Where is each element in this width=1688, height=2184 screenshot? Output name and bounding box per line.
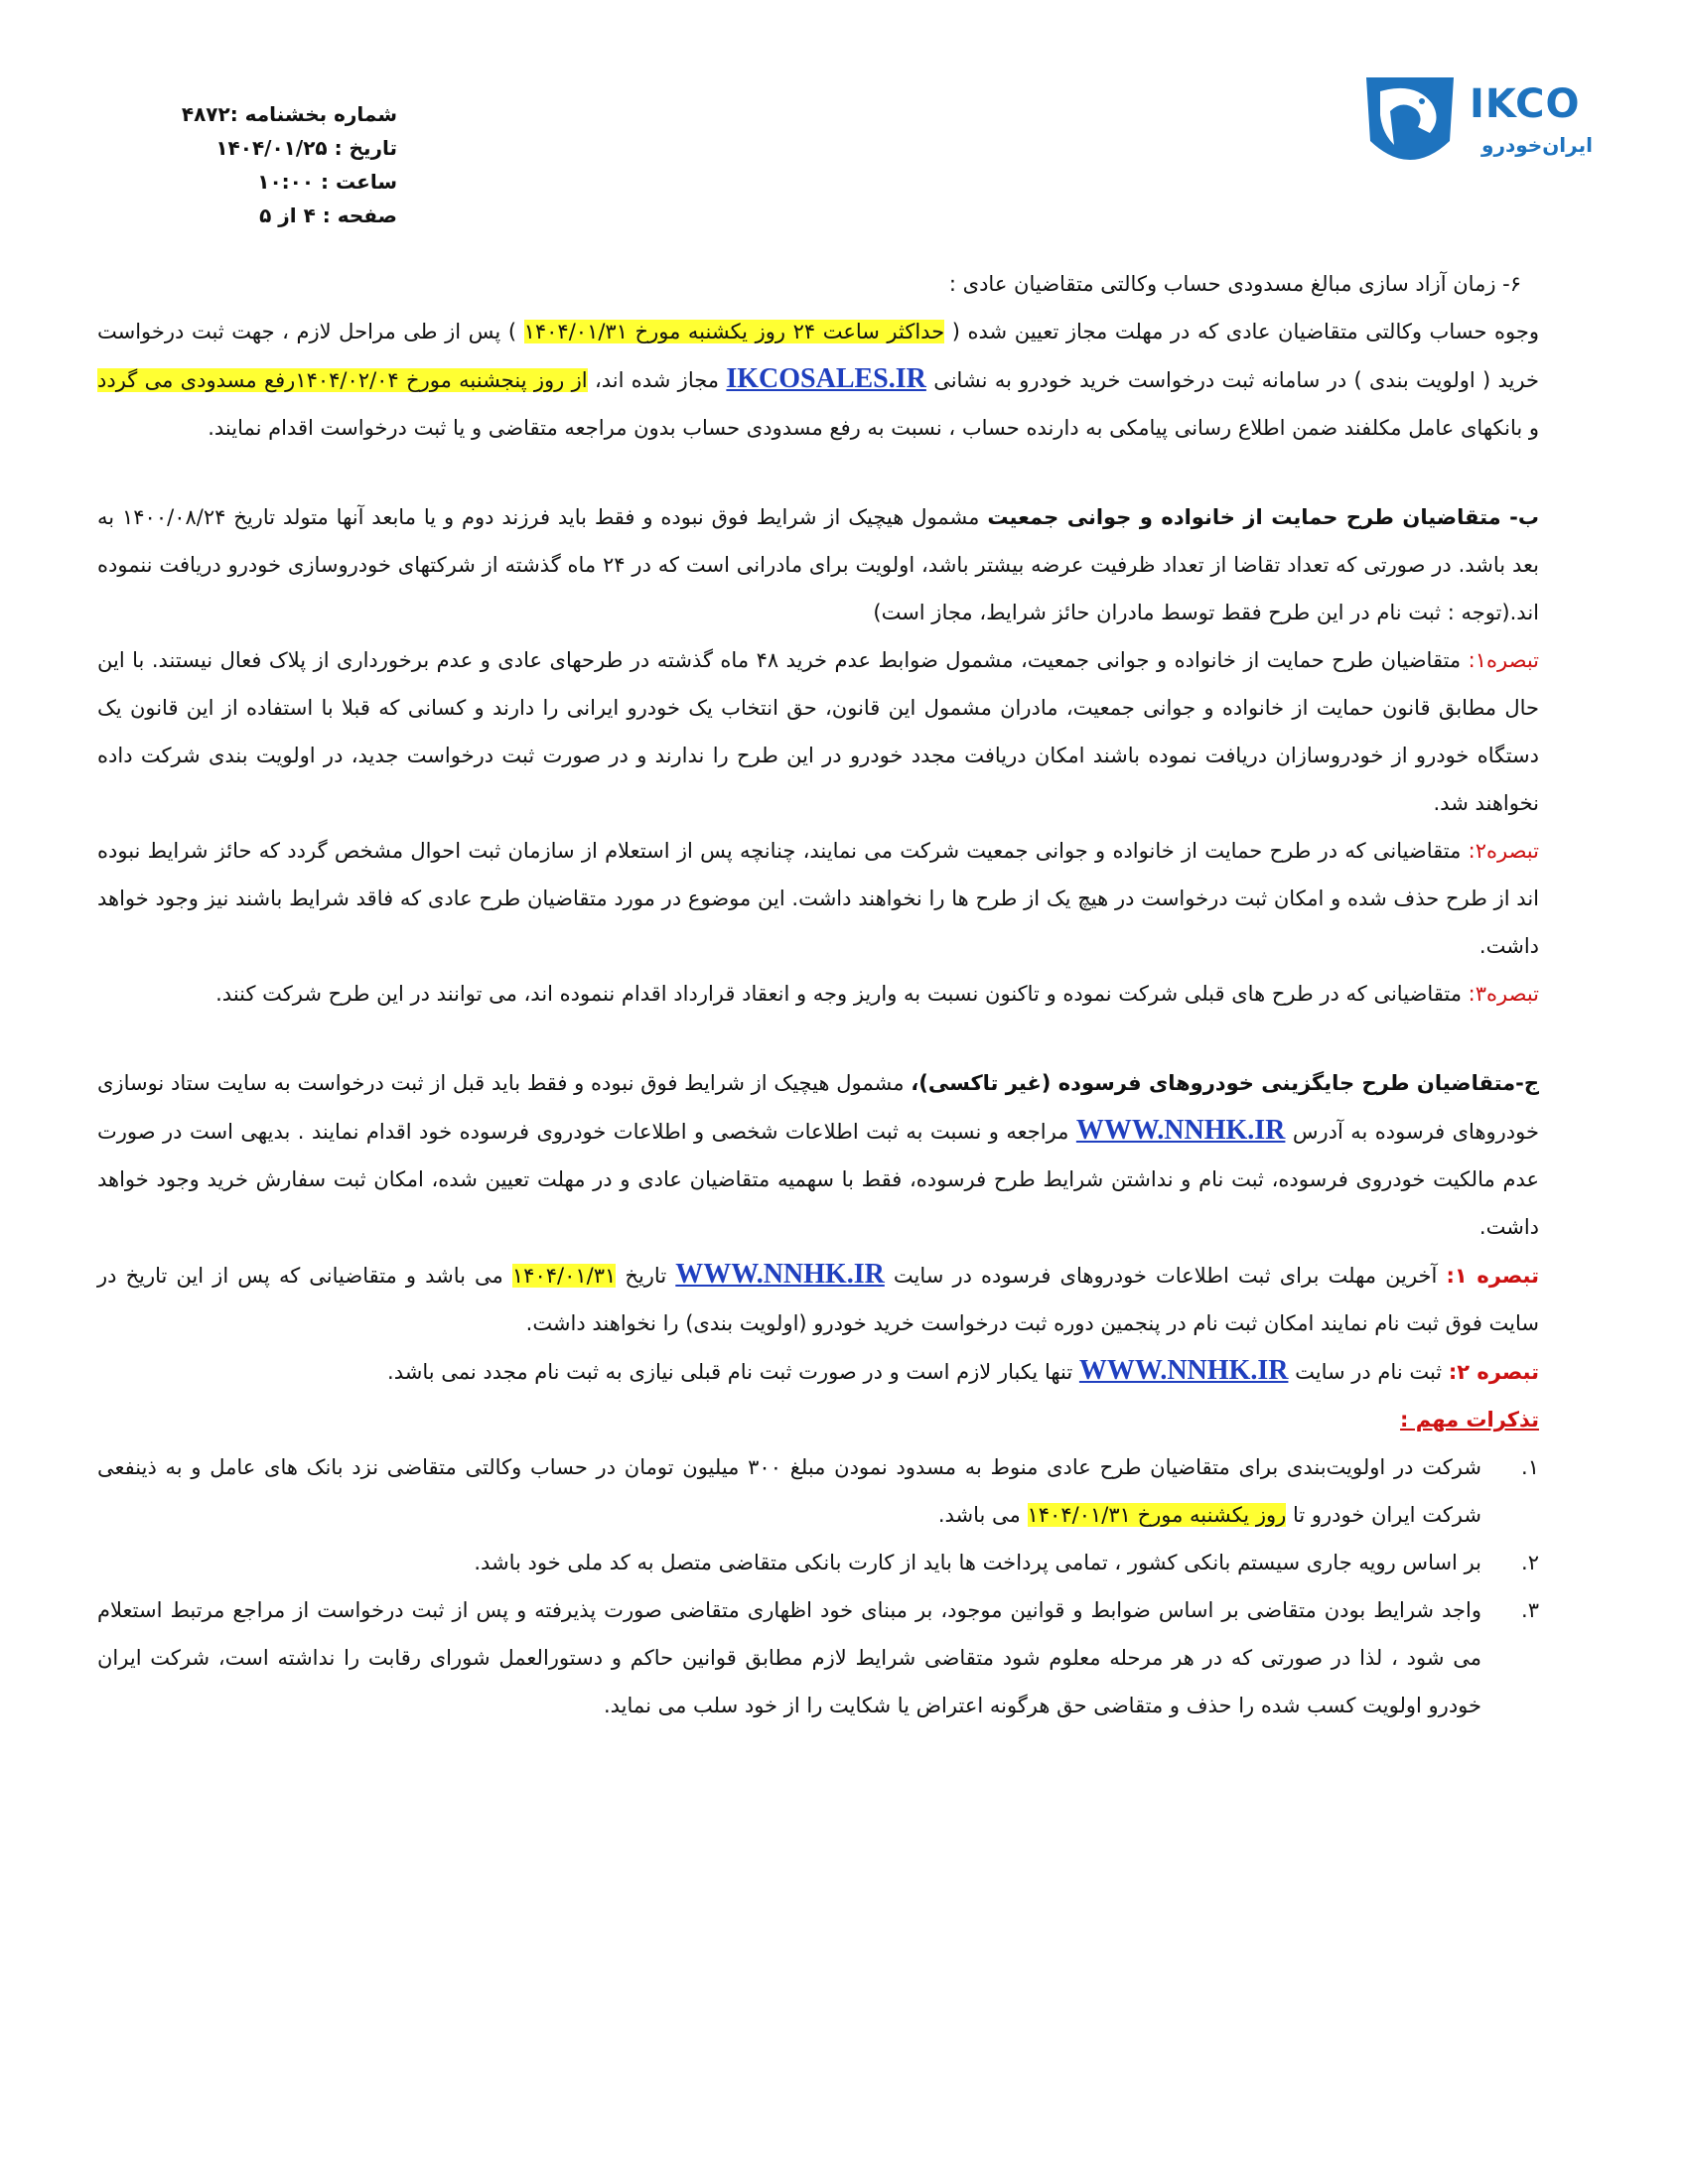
note-label: تبصره۳: [1468,982,1539,1006]
letter-number: شماره بخشنامه :۴۸۷۲ [181,102,397,126]
sectionC-paragraph: ج-متقاضیان طرح جایگزینی خودروهای فرسوده (غیر تاکسی)، مشمول هیچیک از شرایط فوق نبوده و فقط باید قبل از ثبت درخواست به سایت ستاد نوسازی خودروهای فرسوده به آدرس WWW.NNHK.IR مراجعه و نسبت به ثبت اطلاعات شخصی و اطلاعات خودروی فرسوده خود اقدام نمایند . بدیهی است در صورت عدم مالکیت خودروی فرسوده، ثبت نام و نداشتن شرایط طرح فرسوده، فقط با سهمیه متقاضیان عادی و در مهلت تعیین شده، امکان ثبت سفارش خرید وجود خواهد داشت. [97,1071,1540,1239]
ikco-logo [1360,71,1618,181]
note-label: تبصره۲: [1468,839,1539,863]
sectionB-title: ب- متقاضیان طرح حمایت از خانواده و جوانی جمعیت [987,505,1540,529]
ikcosales-link[interactable]: IKCOSALES.IR [726,363,926,394]
list-number: ۱. [1521,1455,1539,1479]
nnhk-deadline-highlight: ۱۴۰۴/۰۱/۳۱ [511,1264,617,1288]
logo-brand-text: IKCO [1470,81,1581,127]
letter-body [97,260,1539,1729]
sectionB-note2: تبصره۲: متقاضیانی که در طرح حمایت از خانواده و جوانی جمعیت شرکت می نمایند، چنانچه پس از استعلام از سازمان ثبت احوال مشخص گردد که حائز شرایط نبوده اند از طرح حذف شده و امکان ثبت درخواست در هیچ یک از طرح ها را نخواهند داشت. این موضوع در مورد متقاضیان طرح عادی که فاقد شرایط باشند نیز وجود خواهد داشت. [97,839,1539,958]
deadline-highlight: روز یکشنبه مورخ ۱۴۰۴/۰۱/۳۱ [1027,1503,1287,1527]
page-number: صفحه : ۴ از ۵ [259,204,397,227]
note-label: تبصره ۲: [1448,1360,1539,1384]
nnhk-link[interactable]: WWW.NNHK.IR [1075,1115,1286,1146]
release-date-highlight: از روز پنجشنبه مورخ ۱۴۰۴/۰۲/۰۴رفع مسدودی می گردد [97,368,588,392]
nnhk-link[interactable]: WWW.NNHK.IR [675,1259,885,1290]
letter-time: ساعت : ۱۰:۰۰ [257,170,397,194]
note-label: تبصره۱: [1468,648,1539,672]
sectionB-note1: تبصره۱: متقاضیان طرح حمایت از خانواده و جوانی جمعیت، مشمول ضوابط عدم خرید ۴۸ ماه گذشته در طرحهای عادی و عدم برخورداری از پلاک فعال نیستند. با این حال مطابق قانون حمایت از خانواده و جوانی جمعیت، مادران مشمول این قانون، حق انتخاب یک خودرو ایرانی را دارند و کسانی که قبلا با استفاده از این قانون یک دستگاه خودرو از خودروسازان دریافت نموده باشند امکان دریافت مجدد خودرو در این طرح را ندارند و در صورت ثبت درخواست جدید، در اولویت بندی شرکت داده نخواهند شد. [97,648,1539,815]
important-notes-title: تذکرات مهم : [1400,1408,1539,1432]
sectionB-note3: تبصره۳: متقاضیانی که در طرح های قبلی شرکت نموده و تاکنون نسبت به واریز وجه و انعقاد قرارداد اقدام ننموده اند، می توانند در این طرح شرکت کنند. [215,982,1539,1006]
section6-title: ۶- زمان آزاد سازی مبالغ مسدودی حساب وکالتی متقاضیان عادی : [948,272,1521,296]
list-item: ۲. بر اساس رویه جاری سیستم بانکی کشور ، تمامی پرداخت ها باید از کارت بانکی متقاضی متصل به کد ملی خود باشد. [97,1539,1539,1586]
sectionC-title: ج-متقاضیان طرح جایگزینی خودروهای فرسوده (غیر تاکسی)، [911,1071,1540,1095]
list-item: ۳. واجد شرایط بودن متقاضی بر اساس ضوابط و قوانین موجود، بر مبنای خود اظهاری متقاضی صورت پذیرفته و پس از ثبت درخواست از مراجع مرتبط استعلام می شود ، لذا در صورتی که در هر مرحله معلوم شود متقاضی شرایط لازم مطابق قوانین حاکم و دستورالعمل شورای رقابت را نداشته است، شرکت ایران خودرو اولویت کسب شده را حذف و متقاضی حق هرگونه اعتراض یا شکایت را از خود سلب می نماید. [97,1586,1539,1729]
note-label: تبصره ۱: [1446,1264,1539,1288]
letter-header [139,97,397,232]
logo-brand-fa: ایران‌خودرو [1481,133,1593,157]
sectionC-note2: تبصره ۲: ثبت نام در سایت WWW.NNHK.IR تنها یکبار لازم است و در صورت ثبت نام قبلی نیازی به ثبت نام مجدد نمی باشد. [387,1355,1539,1386]
horse-shield-icon [1360,71,1460,181]
nnhk-link[interactable]: WWW.NNHK.IR [1078,1355,1289,1386]
deadline-highlight: حداکثر ساعت ۲۴ روز یکشنبه مورخ ۱۴۰۴/۰۱/۳۱ [523,320,945,343]
list-number: ۳. [1521,1598,1539,1622]
list-number: ۲. [1521,1551,1539,1574]
letter-date: تاریخ : ۱۴۰۴/۰۱/۲۵ [215,136,397,160]
sectionB-paragraph: ب- متقاضیان طرح حمایت از خانواده و جوانی جمعیت مشمول هیچیک از شرایط فوق نبوده و فقط باید فرزند دوم و یا مابعد آنها متولد تاریخ ۱۴۰۰/۰۸/۲۴ به بعد باشد. در صورتی که تعداد تقاضا از تعداد ظرفیت عرضه بیشتر باشد، اولویت برای مادرانی است که در ۲۴ ماه گذشته از شرکتهای خودروسازی خودرو دریافت ننموده اند.(توجه : ثبت نام در این طرح فقط توسط مادران حائز شرایط، مجاز است) [97,505,1540,624]
sectionC-note1: تبصره ۱: آخرین مهلت برای ثبت اطلاعات خودروهای فرسوده در سایت WWW.NNHK.IR تاریخ ۱۴۰۴/۰۱/۳۱ می باشد و متقاضیانی که پس از این تاریخ در سایت فوق ثبت نام نمایند امکان ثبت نام در پنجمین دوره ثبت درخواست خرید خودرو (اولویت بندی) را نخواهند داشت. [97,1259,1539,1335]
list-item: ۱. شرکت در اولویت‌بندی برای متقاضیان طرح عادی منوط به مسدود نمودن مبلغ ۳۰۰ میلیون تومان در حساب وکالتی متقاضی نزد بانک های عامل و به ذینفعی شرکت ایران خودرو تا روز یکشنبه مورخ ۱۴۰۴/۰۱/۳۱ می باشد. [97,1443,1539,1539]
section6-paragraph: وجوه حساب وکالتی متقاضیان عادی که در مهلت مجاز تعیین شده ( حداکثر ساعت ۲۴ روز یکشنبه مورخ ۱۴۰۴/۰۱/۳۱ ) پس از طی مراحل لازم ، جهت ثبت درخواست خرید ( اولویت بندی ) در سامانه ثبت درخواست خرید خودرو به نشانی IKCOSALES.IR مجاز شده اند، از روز پنجشنبه مورخ ۱۴۰۴/۰۲/۰۴رفع مسدودی می گردد و بانکهای عامل مکلفند ضمن اطلاع رسانی پیامکی به دارنده حساب ، نسبت به رفع مسدودی حساب بدون مراجعه متقاضی و یا ثبت درخواست اقدام نمایند. [97,320,1539,440]
